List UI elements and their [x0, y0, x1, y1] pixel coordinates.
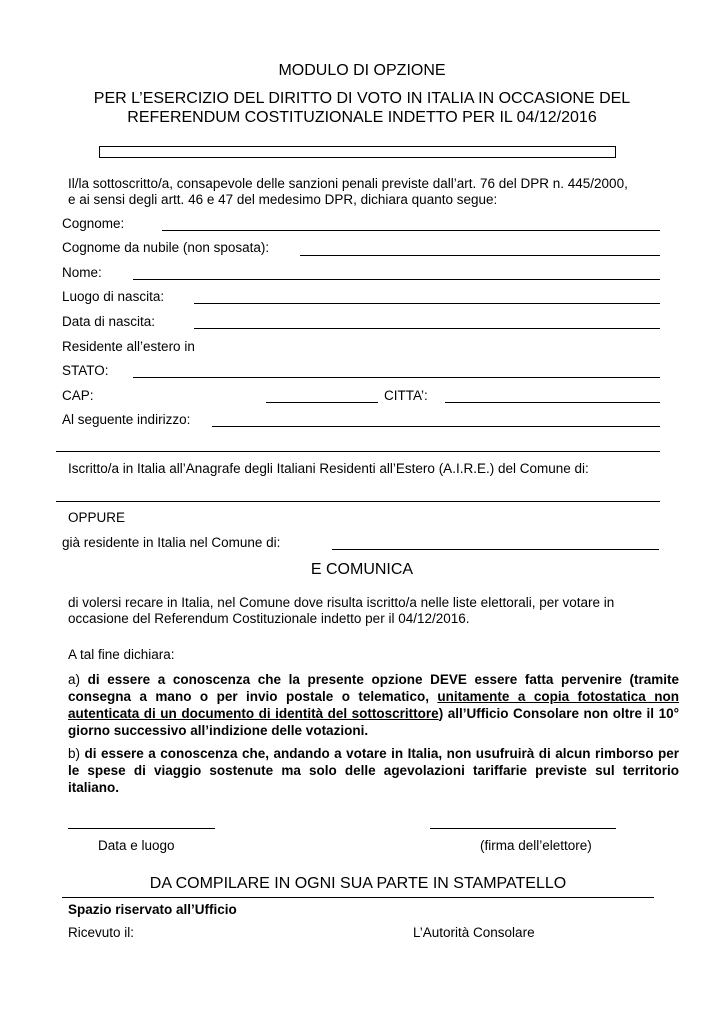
aire-separator-top [56, 451, 660, 452]
aire-text: Iscritto/a in Italia all’Anagrafe degli Italiani Residenti all’Estero (A.I.R.E.) del Comune di: [68, 461, 589, 476]
nome-line[interactable] [133, 279, 660, 280]
header-box [99, 146, 616, 158]
intro-line2: e ai sensi degli artt. 46 e 47 del medesimo DPR, dichiara quanto segue: [68, 192, 498, 207]
gia-residente-line[interactable] [332, 549, 659, 550]
cognome-label: Cognome: [62, 216, 125, 231]
comunica-line2: occasione del Referendum Costituzionale indetto per il 04/12/2016. [68, 611, 470, 626]
oppure-label: OPPURE [68, 510, 126, 525]
item-a-text-end: ) all’Ufficio Consolare non oltre il 10° giorno successivo all’indizione delle votazioni. [68, 706, 680, 738]
item-b-text: di essere a conoscenza che, andando a votare in Italia, non usufruirà di alcun rimborso per le spese di viaggio sostenute ma solo delle agevolazioni tariffarie previste sul territorio italiano. [68, 746, 679, 795]
luogo-nascita-label: Luogo di nascita: [62, 289, 165, 304]
data-luogo-line[interactable] [68, 828, 215, 829]
nome-label: Nome: [62, 265, 102, 280]
data-nascita-line[interactable] [194, 328, 660, 329]
stato-label: STATO: [62, 363, 109, 378]
cognome-nubile-label: Cognome da nubile (non sposata): [62, 240, 270, 255]
autorita-label: L’Autorità Consolare [413, 925, 535, 940]
indirizzo-line[interactable] [212, 426, 660, 427]
cognome-nubile-line[interactable] [300, 255, 660, 256]
form-subtitle-line1: PER L’ESERCIZIO DEL DIRITTO DI VOTO IN ITALIA IN OCCASIONE DEL [93, 90, 631, 107]
cognome-line[interactable] [162, 230, 660, 231]
stato-line[interactable] [133, 377, 660, 378]
residente-estero-label: Residente all’estero in [62, 339, 195, 354]
data-luogo-label: Data e luogo [98, 838, 175, 853]
intro-line1: Il/la sottoscritto/a, consapevole delle sanzioni penali previste dall’art. 76 del DPR n. 445/2000, [68, 176, 628, 191]
spazio-riservato-label: Spazio riservato all’Ufficio [68, 902, 237, 917]
comunica-title: E COMUNICA [310, 561, 414, 578]
item-a-text: di essere a conoscenza che la presente opzione DEVE essere fatta pervenire (tramite consegna a mano o per invio postale o telematico, [68, 672, 679, 704]
item-a-underlined: unitamente a copia fotostatica non autenticata di un documento di identità del sottoscrittore [68, 689, 679, 721]
item-a-prefix: a) [68, 672, 81, 687]
dichiara-intro: A tal fine dichiara: [68, 647, 175, 662]
cap-label: CAP: [62, 388, 94, 403]
footer-separator [62, 897, 654, 898]
firma-label: (firma dell’elettore) [480, 838, 592, 853]
firma-line[interactable] [430, 828, 616, 829]
cap-line[interactable] [266, 402, 378, 403]
form-title: MODULO DI OPZIONE [278, 62, 446, 79]
form-subtitle-line2: REFERENDUM COSTITUZIONALE INDETTO PER IL 04/12/2016 [127, 109, 597, 126]
comunica-line1: di volersi recare in Italia, nel Comune dove risulta iscritto/a nelle liste elettorali, per votare in [68, 595, 615, 610]
aire-comune-line[interactable] [56, 501, 660, 502]
citta-label: CITTA’: [384, 388, 428, 403]
luogo-nascita-line[interactable] [194, 303, 660, 304]
gia-residente-label: già residente in Italia nel Comune di: [62, 535, 281, 550]
ricevuto-label: Ricevuto il: [68, 925, 135, 940]
dichiara-item-a [68, 671, 679, 739]
item-b-prefix: b) [68, 746, 81, 761]
dichiara-item-b [68, 745, 679, 796]
stampatello-notice: DA COMPILARE IN OGNI SUA PARTE IN STAMPATELLO [149, 875, 567, 892]
data-nascita-label: Data di nascita: [62, 314, 156, 329]
citta-line[interactable] [445, 402, 660, 403]
indirizzo-label: Al seguente indirizzo: [62, 412, 191, 427]
